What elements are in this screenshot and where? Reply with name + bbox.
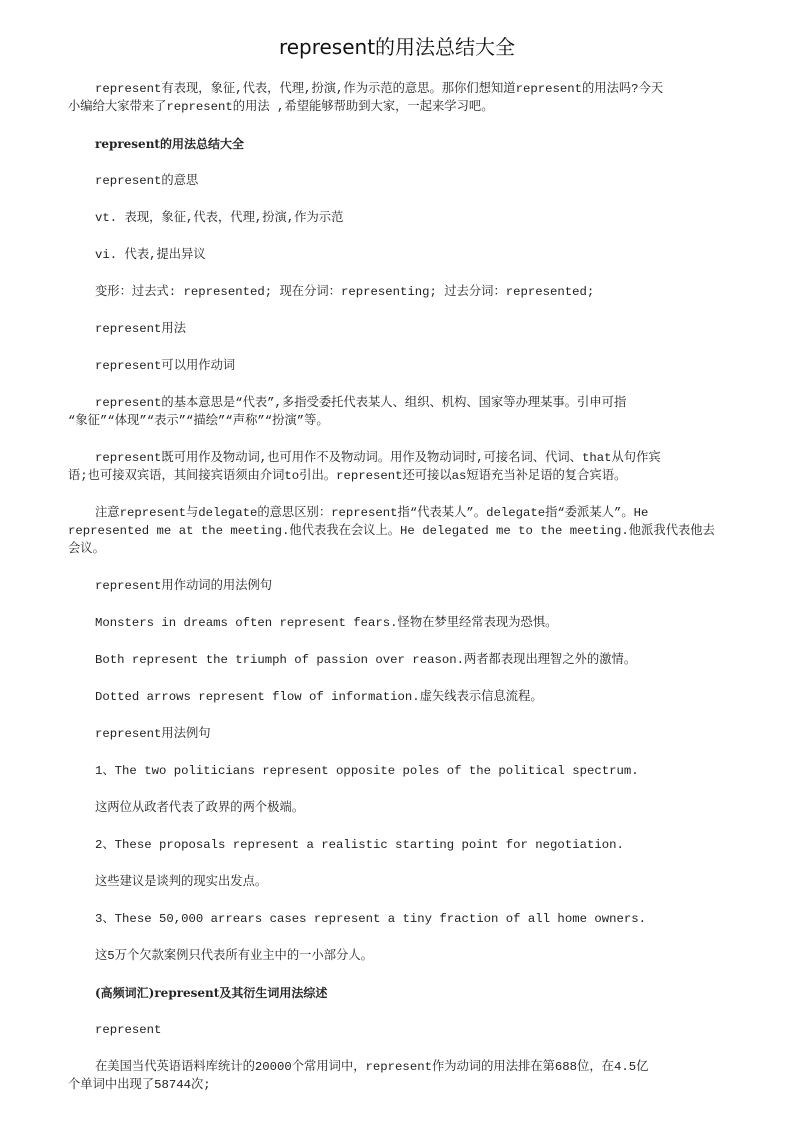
paragraph: [68, 394, 730, 430]
text-line: represent用法例句: [95, 727, 211, 741]
text-line: represent的用法总结大全: [95, 137, 244, 151]
text-line: represent的基本意思是“代表”,多指受委托代表某人、组织、机构、国家等办理某事。引申可指: [95, 396, 627, 410]
section-heading: [68, 984, 730, 1002]
text-line: 在美国当代英语语料库统计的20000个常用词中，represent作为动词的用法排在第688位，在4.5亿: [95, 1060, 649, 1074]
page-title: represent的用法总结大全: [278, 35, 516, 59]
document-body: [68, 80, 730, 1113]
text-line: 小编给大家带来了represent的用法 ,希望能够帮助到大家，一起来学习吧。: [68, 100, 494, 114]
paragraph: [68, 320, 730, 338]
paragraph: [68, 688, 730, 706]
text-line: 会议。: [68, 542, 105, 556]
text-line: vi. 代表,提出异议: [95, 248, 206, 262]
text-line: 个单词中出现了58744次;: [68, 1078, 211, 1092]
paragraph: [68, 725, 730, 743]
text-line: 这5万个欠款案例只代表所有业主中的一小部分人。: [95, 949, 373, 963]
text-line: vt. 表现，象征,代表，代理,扮演,作为示范: [95, 211, 344, 225]
text-line: 变形：过去式: represented; 现在分词：representing; 过去分词：represented;: [95, 285, 595, 299]
text-line: represent有表现，象征,代表，代理,扮演,作为示范的意思。那你们想知道represent的用法吗?今天: [95, 82, 664, 96]
text-line: (高频词汇)represent及其衍生词用法综述: [95, 986, 328, 1000]
paragraph: [68, 577, 730, 595]
text-line: 注意represent与delegate的意思区别：represent指“代表某人”。delegate指“委派某人”。He: [95, 506, 649, 520]
paragraph: [68, 1058, 730, 1094]
paragraph: [68, 947, 730, 965]
text-line: represent用法: [95, 322, 187, 336]
text-line: 这两位从政者代表了政界的两个极端。: [95, 801, 305, 815]
text-line: Dotted arrows represent flow of information.虚矢线表示信息流程。: [95, 690, 543, 704]
text-line: “象征”“体现”“表示”“描绘”“声称”“扮演”等。: [68, 414, 329, 428]
paragraph: [68, 836, 730, 854]
text-line: Monsters in dreams often represent fears.怪物在梦里经常表现为恐惧。: [95, 616, 558, 630]
paragraph: [68, 1021, 730, 1039]
text-line: 3、These 50,000 arrears cases represent a tiny fraction of all home owners.: [95, 912, 646, 926]
paragraph: [68, 799, 730, 817]
text-line: represent可以用作动词: [95, 359, 236, 373]
text-line: represent既可用作及物动词,也可用作不及物动词。用作及物动词时,可接名词、代词、that从句作宾: [95, 451, 661, 465]
text-line: represent的意思: [95, 174, 199, 188]
text-line: 语;也可接双宾语，其间接宾语须由介词to引出。represent还可接以as短语充当补足语的复合宾语。: [68, 469, 627, 483]
text-line: 这些建议是谈判的现实出发点。: [95, 875, 268, 889]
paragraph: [68, 283, 730, 301]
text-line: represent用作动词的用法例句: [95, 579, 273, 593]
paragraph: [68, 357, 730, 375]
text-line: 1、The two politicians represent opposite poles of the political spectrum.: [95, 764, 639, 778]
paragraph: [68, 246, 730, 264]
text-line: Both represent the triumph of passion over reason.两者都表现出理智之外的激情。: [95, 653, 637, 667]
paragraph: [68, 910, 730, 928]
paragraph: [68, 762, 730, 780]
paragraph: [68, 209, 730, 227]
paragraph: [68, 651, 730, 669]
paragraph: [68, 449, 730, 485]
paragraph: [68, 172, 730, 190]
paragraph: [68, 873, 730, 891]
text-line: represent: [95, 1023, 162, 1037]
paragraph: [68, 80, 730, 116]
paragraph: [68, 614, 730, 632]
paragraph: [68, 504, 730, 558]
text-line: represented me at the meeting.他代表我在会议上。He delegated me to the meeting.他派我代表他去: [68, 524, 715, 538]
text-line: 2、These proposals represent a realistic starting point for negotiation.: [95, 838, 624, 852]
section-heading: [68, 135, 730, 153]
